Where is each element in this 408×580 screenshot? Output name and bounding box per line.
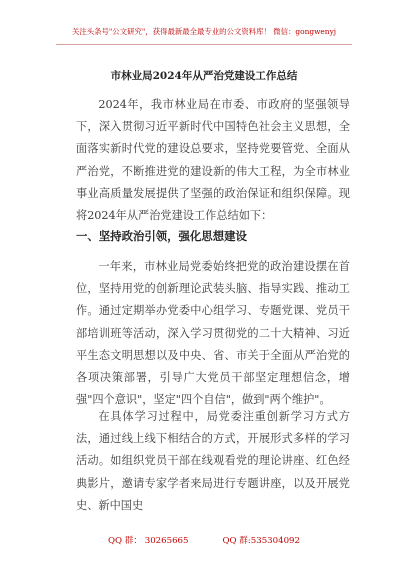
footer-qq-group-1: QQ 群： 30265665 — [107, 536, 189, 546]
section-heading-1: 一、坚持政治引领，强化思想建设 — [76, 229, 247, 243]
footer-qq-group-2: QQ 群:535304092 — [222, 536, 300, 546]
section-1-paragraph-2-block — [76, 406, 350, 517]
intro-paragraph-block — [76, 94, 350, 227]
section-1-paragraph-2: 在具体学习过程中，局党委注重创新学习方式方法，通过线上线下相结合的方式，开展形式多样的学习活动。如组织党员干部在线观看党的理论讲座、红色经典影片，邀请专家学者来局进行专题讲座，以及开展党史、新中国史 — [76, 410, 350, 512]
section-1-paragraph: 一年来，市林业局党委始终把党的政治建设摆在首位，坚持用党的创新理论武装头脑、指导实践、推动工作。通过定期举办党委中心组学习、专题党课、党员干部培训班等活动，深入学习贯彻党的二十大精神、习近平生态文明思想以及中央、省、市关于全面从严治党的各项决策部署，引导广大党员干部坚定理想信念，增强"四个意识"，坚定"四个自信"，做到"两个维护"。 — [76, 260, 350, 407]
footer-contact — [0, 534, 408, 546]
section-1-paragraph-block — [76, 256, 350, 411]
document-title: 市林业局2024年从严治党建设工作总结 — [110, 70, 298, 82]
header-banner: 关注头条号"公文研究"，获得最新最全最专业的公文资料库！ 微信：gongwenyj — [71, 27, 337, 36]
header-divider — [56, 44, 352, 45]
intro-paragraph: 2024年，我市林业局在市委、市政府的坚强领导下，深入贯彻习近平新时代中国特色社会主义思想，全面落实新时代党的建设总要求，坚持党要管党、全面从严治党，不断推进党的建设新的伟大工程，为全市林业事业高质量发展提供了坚强的政治保证和组织保障。现将2024年从严治党建设工作总结如下： — [76, 98, 350, 223]
